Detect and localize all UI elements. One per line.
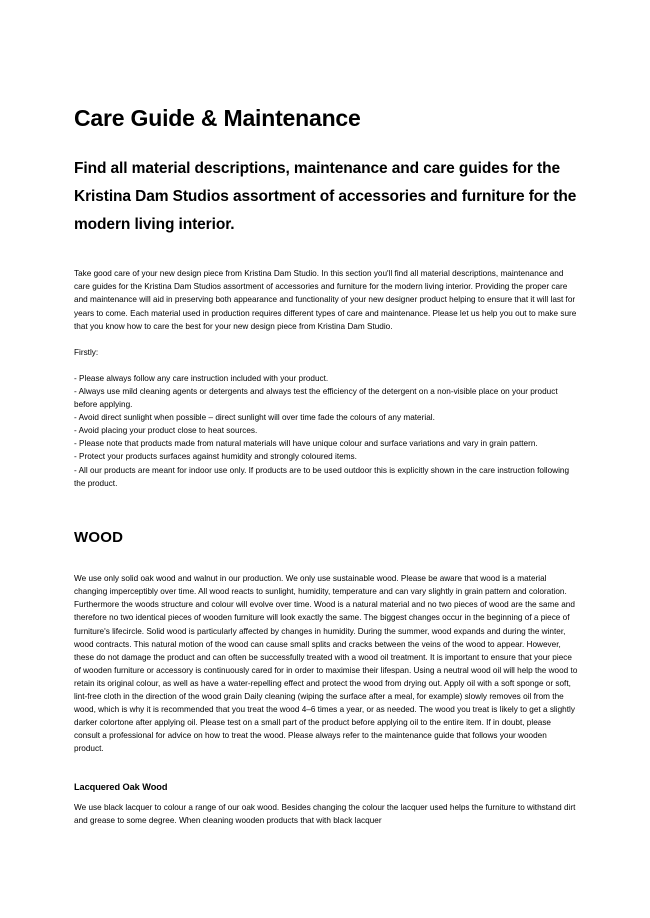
list-item: - Always use mild cleaning agents or detergents and always test the efficiency of the detergent on a non-visible place on your product before applying. [74,386,558,410]
list-item: - Please note that products made from natural materials will have unique colour and surface variations and vary in grain pattern. [74,439,538,449]
intro-paragraph: Take good care of your new design piece from Kristina Dam Studio. In this section you'll find all material descriptions, maintenance and care guides for the Kristina Dam Studios assortment of accessories and furniture for the modern living interior. Providing the proper care and maintenance will aid in preserving both appearance and functionality of your new designer product helping to ensure that it will last for years to come. Each material used in production requires different types of care and maintenance. Please let us help you out to make sure that you know how to care the best for your new design piece from Kristina Dam Studio. [74,269,577,331]
care-bullet-list [74,359,578,490]
page-title: Care Guide & Maintenance [74,105,361,131]
firstly-section [74,333,578,359]
wood-paragraph: We use only solid oak wood and walnut in our production. We only use sustainable wood. Please be aware that wood is a material changing imperceptibly over time. All wood reacts to sunlight, humidity, temperature and can vary slightly in grain pattern and coloration. Furthermore the woods structure and colour will evolve over time. Wood is a natural material and no two pieces of wood are the same and therefore no two identical pieces of wooden furniture will look exactly the same. The biggest changes occur in the beginning of a piece of furniture's lifecircle. Solid wood is particularly affected by changes in humidity. During the summer, wood expands and during the winter, wood contracts. This natural motion of the wood can cause small splits and cracks between the veins of the wood to appear. However, these do not damage the product and can often be successfully treated with a wood oil treatment. It is important to ensure that your piece of wooden furniture or accessory is continuously cared for in order to maximise their lifespan. Using a neutral wood oil will help the wood to retain its original colour, as well as have a water-repelling effect and protect the wood from drying out. Apply oil with a soft sponge or soft, lint-free cloth in the direction of the wood grain Daily cleaning (wiping the surface after a meal, for example) slowly removes oil from the wood, which is why it is recommended that you treat the wood 4–6 times a year, or as needed. The wood you treat is likely to get a slightly darker colortone after applying oil. Please test on a small part of the product before applying oil to the entire item. If in doubt, please consult a professional for advice on how to treat the wood. Please always refer to the maintenance guide that follows your wooden product. [74,574,578,754]
subsection-body-lacquered-oak-wood [74,793,578,827]
document-content [74,0,578,827]
list-item: - Protect your products surfaces against humidity and strongly coloured items. [74,452,357,462]
list-item: - Avoid direct sunlight when possible – direct sunlight will over time fade the colours of any material. [74,413,435,423]
section-heading-wood: WOOD [74,528,124,546]
subsection-heading-lacquered-oak-wood: Lacquered Oak Wood [74,781,168,792]
list-item: - All our products are meant for indoor use only. If products are to be used outdoor this is explicitly shown in the care instruction following the product. [74,465,570,488]
list-item: - Please always follow any care instruction included with your product. [74,373,329,383]
lacquered-oak-paragraph: We use black lacquer to colour a range of our oak wood. Besides changing the colour the lacquer used helps the furniture to withstand dirt and grease to some degree. When cleaning wooden products that with black lacquer [74,802,576,825]
firstly-label: Firstly: [74,347,99,357]
section-body-wood [74,546,578,755]
intro-section [74,239,578,332]
list-item: - Avoid placing your product close to heat sources. [74,426,258,436]
page-subtitle: Find all material descriptions, maintenance and care guides for the Kristina Dam Studios assortment of accessories and furniture for the modern living interior. [74,160,577,234]
